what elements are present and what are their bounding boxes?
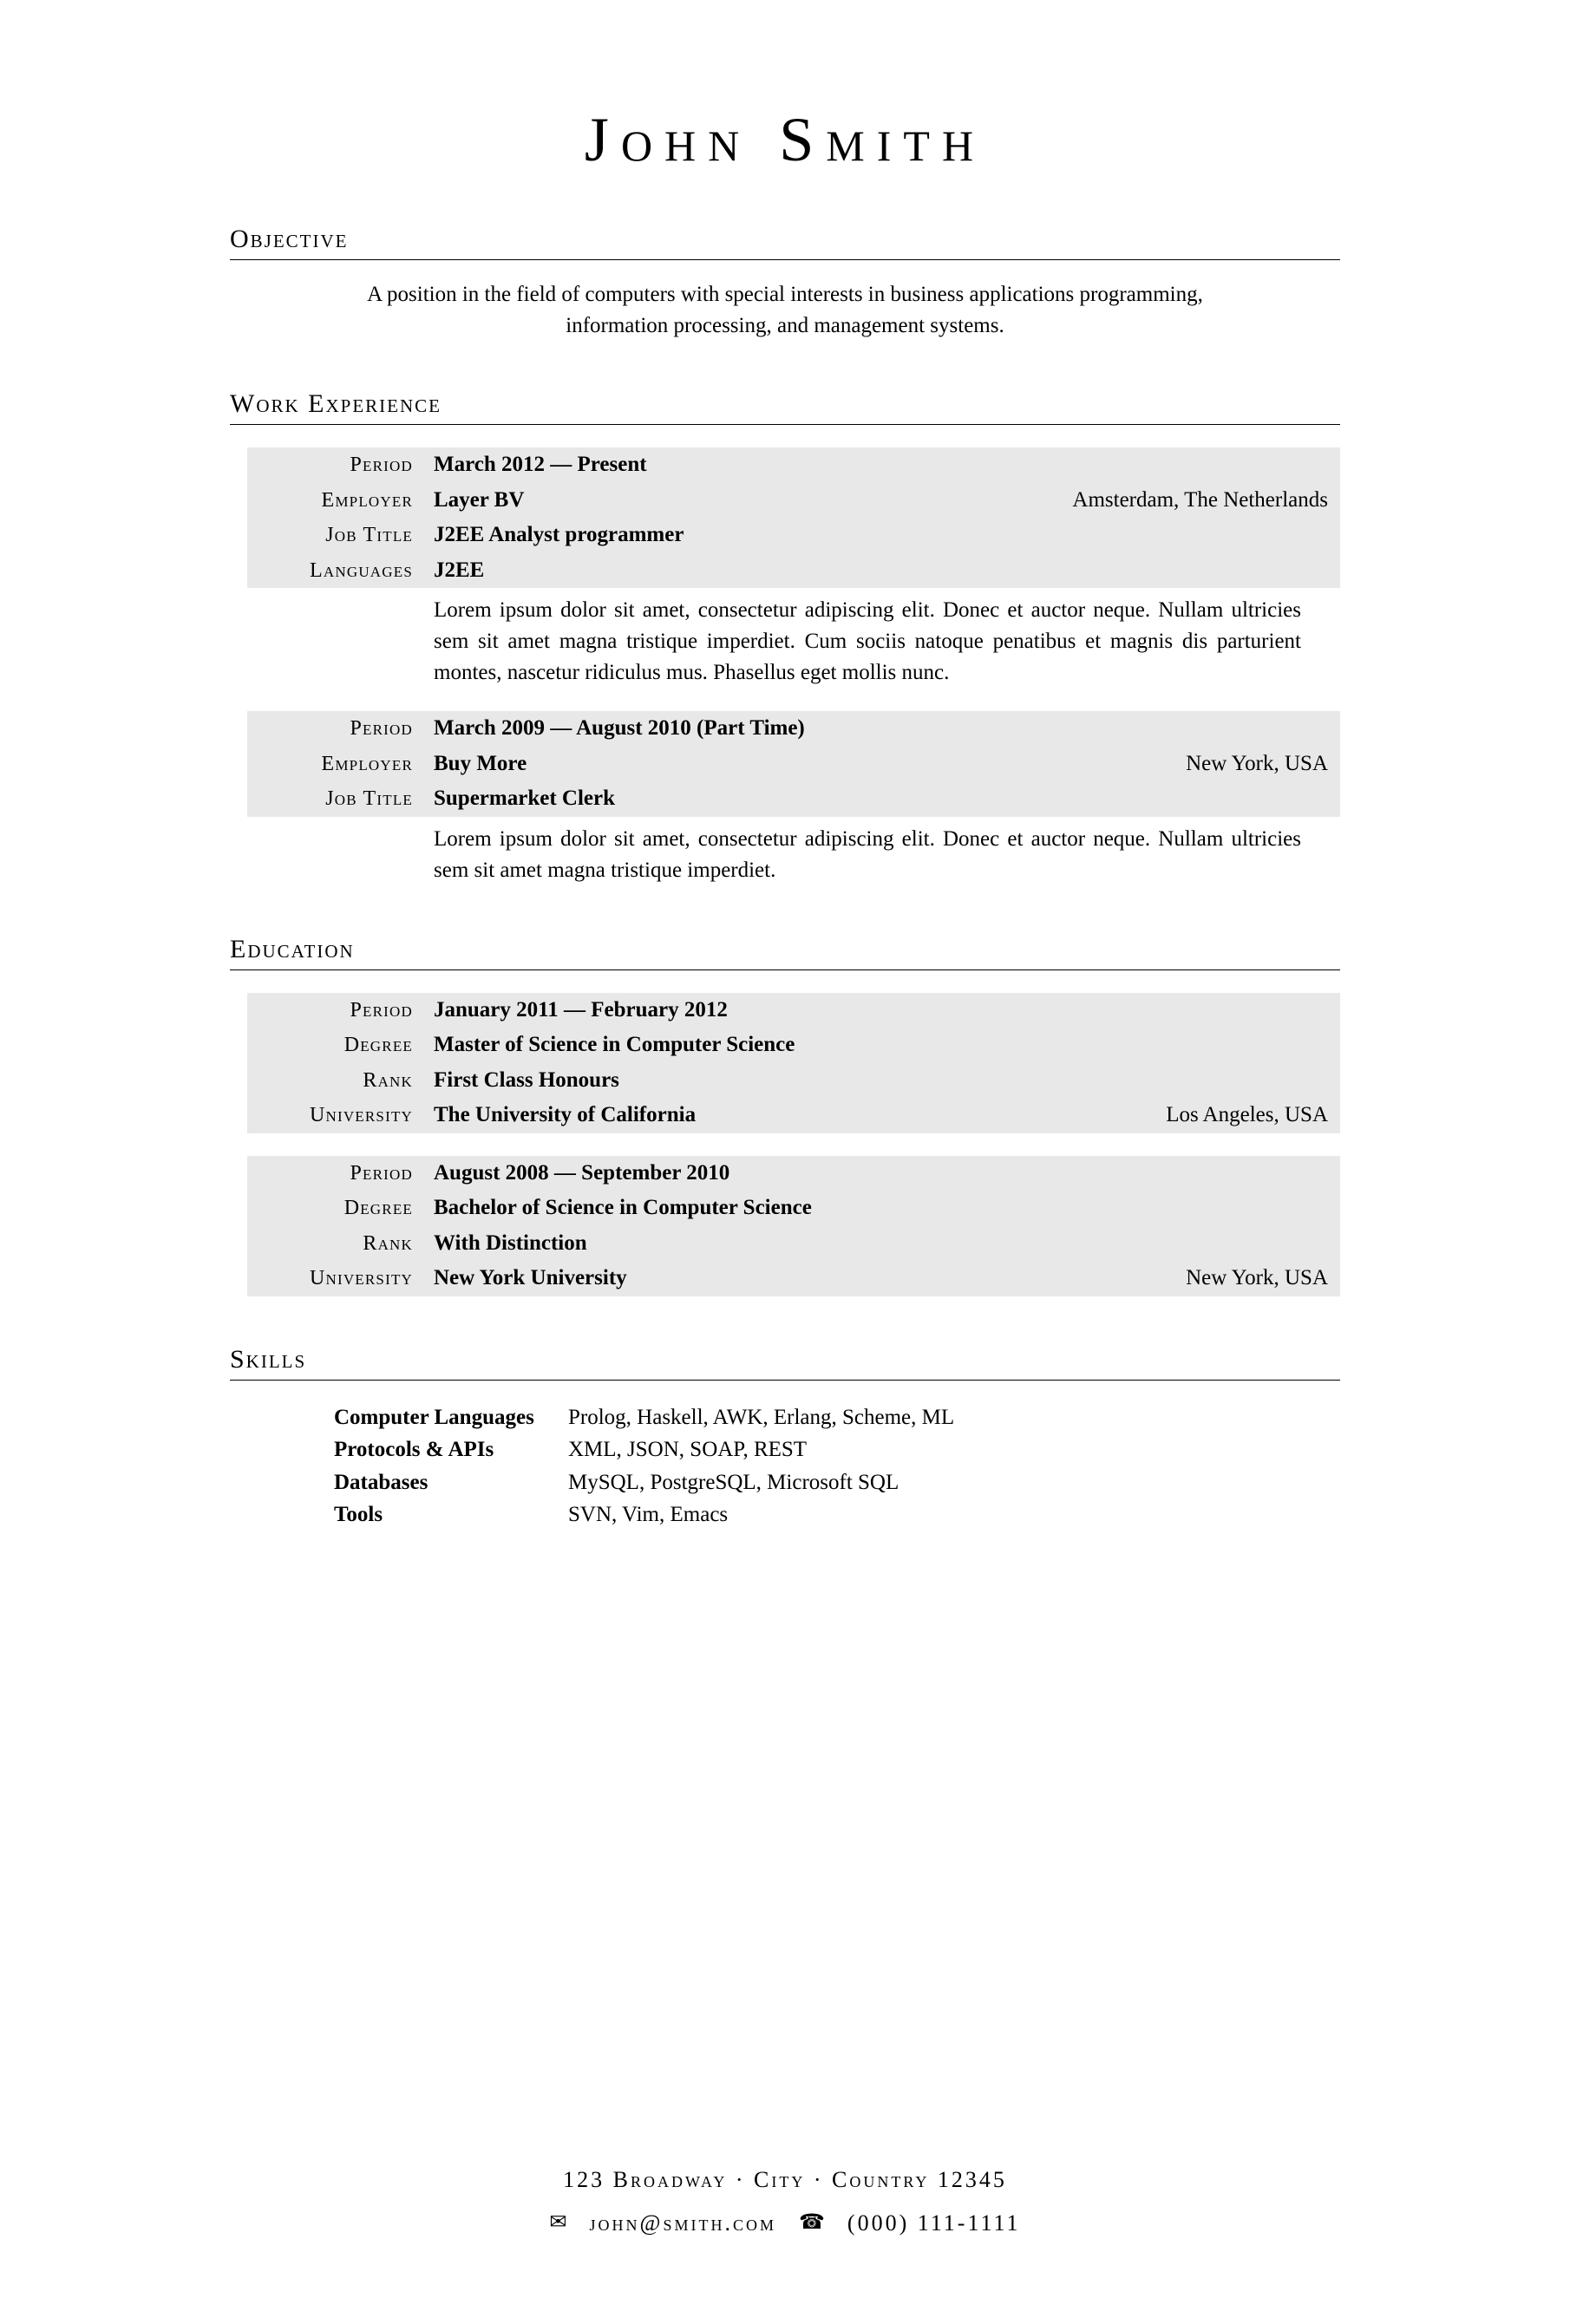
label-university: University xyxy=(309,1267,413,1289)
footer-address: 123 Broadway · City · Country 12345 xyxy=(563,2167,1007,2193)
value-period: March 2009 — August 2010 (Part Time) xyxy=(434,716,805,740)
label-job-title: Job Title xyxy=(325,787,413,810)
value-rank: With Distinction xyxy=(434,1231,587,1255)
value-location: New York, USA xyxy=(1186,1266,1328,1289)
section-heading-skills: Skills xyxy=(230,1345,1340,1381)
education-university-row xyxy=(247,1098,1340,1133)
skill-name: Databases xyxy=(334,1470,428,1494)
footer xyxy=(0,2158,1570,2244)
label-degree: Degree xyxy=(343,1034,413,1056)
work-entry-jobtitle-row xyxy=(247,781,1340,817)
value-location: Amsterdam, The Netherlands xyxy=(1072,487,1328,512)
label-employer: Employer xyxy=(321,752,413,775)
section-heading-education: Education xyxy=(230,935,1340,970)
footer-phone: (000) 111-1111 xyxy=(847,2210,1021,2236)
value-job-title: Supermarket Clerk xyxy=(434,787,615,810)
education-degree-row xyxy=(247,1191,1340,1226)
value-languages: J2EE xyxy=(434,558,485,582)
section-objective xyxy=(230,225,1340,341)
work-entry-jobtitle-row xyxy=(247,518,1340,553)
skill-row xyxy=(334,1401,1340,1434)
value-period: March 2012 — Present xyxy=(434,453,647,476)
skill-value: SVN, Vim, Emacs xyxy=(568,1503,729,1526)
work-entry xyxy=(247,447,1340,689)
section-heading-work-experience: Work Experience xyxy=(230,389,1340,425)
work-entry-employer-row xyxy=(247,483,1340,519)
work-entry-employer-row xyxy=(247,747,1340,782)
work-entry xyxy=(247,711,1340,886)
skill-row xyxy=(334,1498,1340,1531)
label-rank: Rank xyxy=(363,1231,413,1255)
skill-value: MySQL, PostgreSQL, Microsoft SQL xyxy=(568,1470,899,1494)
envelope-icon: ✉ xyxy=(549,2210,567,2234)
education-entry xyxy=(247,993,1340,1133)
value-employer: Layer BV xyxy=(434,487,525,512)
label-rank: Rank xyxy=(363,1068,413,1092)
label-employer: Employer xyxy=(321,488,413,512)
label-degree: Degree xyxy=(343,1197,413,1219)
skill-value: XML, JSON, SOAP, REST xyxy=(568,1438,808,1461)
work-entry-description: Lorem ipsum dolor sit amet, consectetur adipiscing elit. Donec et auctor neque. Nullam ultricies sem sit amet magna tristique imperdiet. xyxy=(434,826,1301,882)
section-skills xyxy=(230,1345,1340,1531)
work-entry-period-row xyxy=(247,711,1340,747)
section-work-experience xyxy=(230,389,1340,886)
skill-name: Tools xyxy=(334,1503,383,1526)
value-period: August 2008 — September 2010 xyxy=(434,1160,730,1185)
work-entry-header xyxy=(247,711,1340,817)
section-education xyxy=(230,935,1340,1296)
label-languages: Languages xyxy=(310,558,413,582)
page-title: John Smith xyxy=(584,105,986,174)
label-job-title: Job Title xyxy=(325,524,413,546)
resume-page xyxy=(0,104,1570,2324)
value-location: New York, USA xyxy=(1186,751,1328,775)
education-rank-row xyxy=(247,1063,1340,1099)
value-job-title: J2EE Analyst programmer xyxy=(434,523,684,546)
education-entry xyxy=(247,1156,1340,1296)
label-period: Period xyxy=(350,998,413,1022)
skill-name: Computer Languages xyxy=(334,1405,534,1429)
value-period: January 2011 — February 2012 xyxy=(434,997,728,1022)
value-location: Los Angeles, USA xyxy=(1166,1103,1328,1126)
work-entry-description: Lorem ipsum dolor sit amet, consectetur adipiscing elit. Donec et auctor neque. Nullam ultricies sem sit amet magna tristique imperdiet. Cum sociis natoque penatibus et magnis dis parturient montes, nascetur ridiculus mus. Phasellus eget mollis nunc. xyxy=(434,598,1301,684)
skill-row xyxy=(334,1433,1340,1466)
education-period-row xyxy=(247,993,1340,1028)
value-rank: First Class Honours xyxy=(434,1067,619,1092)
value-university: New York University xyxy=(434,1266,627,1289)
education-entry-header xyxy=(247,1156,1340,1296)
objective-text: A position in the field of computers with special interests in business applications programming, information processing, and management systems. xyxy=(367,283,1203,337)
section-heading-objective: Objective xyxy=(230,225,1340,260)
label-period: Period xyxy=(350,454,413,476)
label-period: Period xyxy=(350,1161,413,1185)
value-degree: Master of Science in Computer Science xyxy=(434,1033,795,1056)
value-employer: Buy More xyxy=(434,751,527,775)
skill-row xyxy=(334,1466,1340,1499)
skill-value: Prolog, Haskell, AWK, Erlang, Scheme, ML xyxy=(568,1405,955,1429)
education-degree-row xyxy=(247,1028,1340,1063)
skill-name: Protocols & APIs xyxy=(334,1438,494,1461)
value-university: The University of California xyxy=(434,1103,697,1126)
education-period-row xyxy=(247,1156,1340,1191)
work-entry-header xyxy=(247,447,1340,588)
work-entry-languages-row xyxy=(247,553,1340,589)
work-entry-period-row xyxy=(247,447,1340,483)
education-entry-header xyxy=(247,993,1340,1133)
label-university: University xyxy=(309,1104,413,1126)
education-university-row xyxy=(247,1261,1340,1296)
value-degree: Bachelor of Science in Computer Science xyxy=(434,1196,812,1219)
skills-list xyxy=(334,1401,1340,1531)
education-rank-row xyxy=(247,1226,1340,1262)
telephone-icon: ☎ xyxy=(799,2210,825,2234)
footer-email[interactable]: john@smith.com xyxy=(589,2210,776,2236)
footer-contact xyxy=(0,2202,1570,2244)
label-period: Period xyxy=(350,717,413,740)
